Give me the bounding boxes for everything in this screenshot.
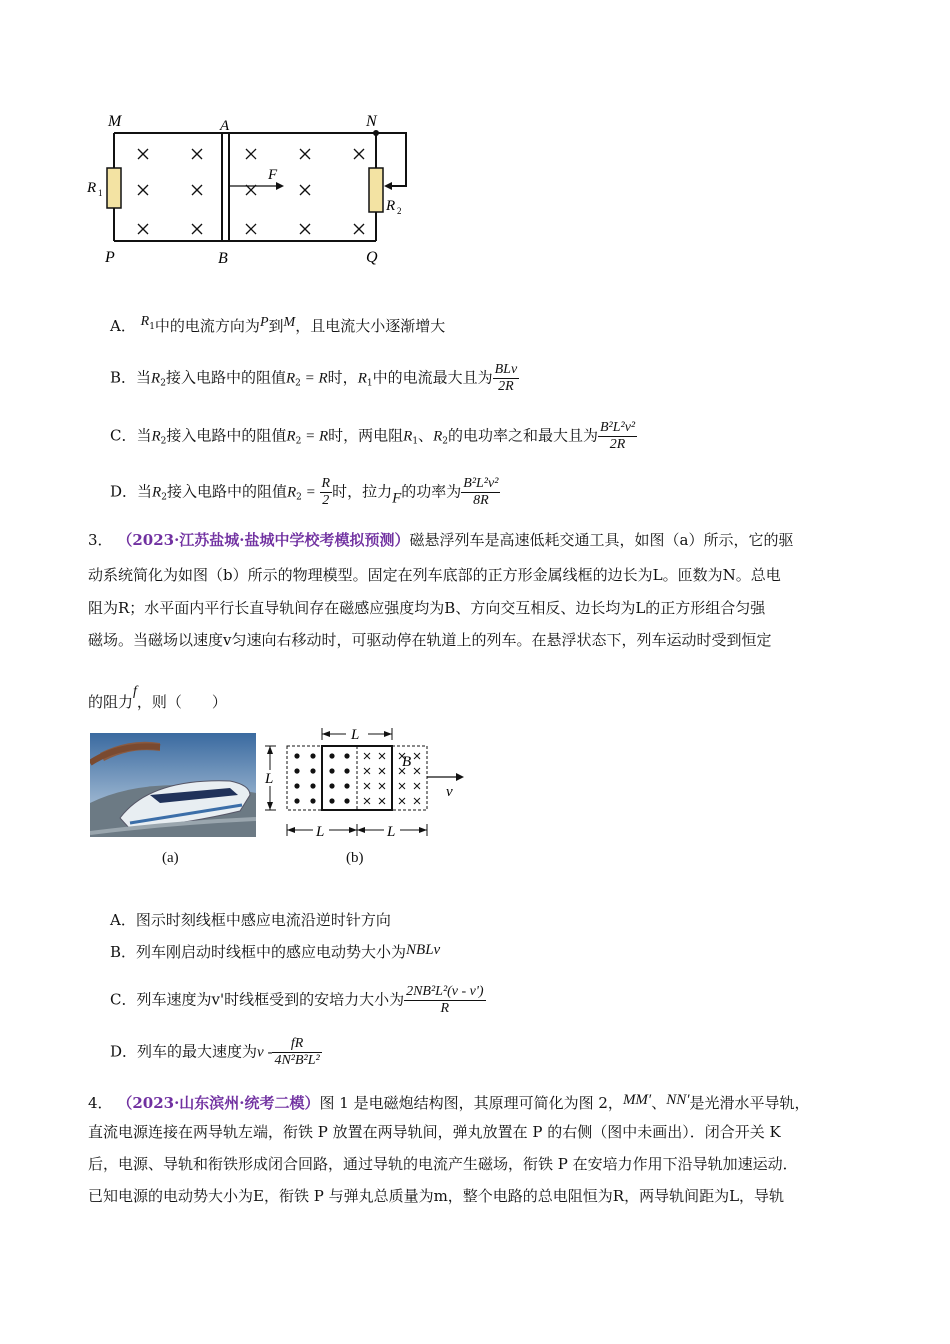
q4-line-1 (88, 1090, 868, 1113)
option-text: 当 (136, 368, 152, 387)
option-text: 当 (137, 482, 153, 501)
label-m: M (108, 113, 122, 130)
option-text: 时，两电阻 (328, 426, 404, 445)
option-d[interactable]: D．当$R_2$接入电路中的阻值$R_2$ = $\frac{R}{2}$ 时，拉力F的功率为 $\frac{\text{B²L²v²}}{8R}$ (110, 476, 499, 508)
option-letter: A． (110, 317, 136, 335)
q4-line-3: 后，电源、导轨和衔铁形成闭合回路，通过导轨的电流产生磁场，衔铁 P 在安培力作用下沿导轨加速运动． (88, 1155, 798, 1173)
q4-line-2: 直流电源连接在两导轨左端，衔铁 P 放置在两导轨间，弹丸放置在 P 的右侧（图中未画出）．闭合开关 K (88, 1123, 781, 1141)
math-expr: NBLv (406, 942, 441, 958)
label-r1: R (87, 180, 97, 196)
var-f: F (392, 490, 402, 507)
q3-option-d[interactable] (110, 1036, 322, 1069)
var-m: M (283, 315, 296, 330)
option-text: 时， (327, 368, 358, 387)
option-text: 接入电路中的阻值 (166, 426, 287, 445)
option-text: C．列车速度为v'时线框受到的安培力大小为 (110, 990, 405, 1009)
fraction: $\frac{R}{2}$ (321, 476, 331, 508)
label-f: F (268, 167, 278, 183)
label-b: B (218, 250, 228, 267)
question-source: （2023·江苏盐城·盐城中学校考模拟预测） (117, 531, 410, 549)
circuit-figure (80, 108, 440, 273)
option-text: 中的电流方向为 (154, 317, 260, 335)
maglev-train-image (90, 733, 256, 837)
label-l-top: L (351, 727, 360, 743)
fig-b-caption: (b) (346, 850, 364, 866)
option-text: 中的电流最大且为 (372, 368, 493, 387)
fraction: $\frac{\text{B²L²v²}}{8R}$ (463, 476, 499, 508)
q4-line-4: 已知电源的电动势大小为E，衔铁 P 与弹丸总质量为m，整个电路的总电阻恒为R，两导轨间距为L，导轨 (88, 1187, 785, 1205)
field-dot-mark (310, 768, 315, 773)
resistor-r1 (107, 168, 121, 208)
field-dot-mark (344, 798, 349, 803)
field-dot-mark (329, 768, 334, 773)
label-n: N (366, 113, 377, 130)
option-text: B．列车刚启动时线框中的感应电动势大小为 (110, 943, 407, 961)
option-a[interactable] (110, 312, 445, 337)
field-dot-mark (329, 783, 334, 788)
field-dot-mark (294, 798, 299, 803)
question-text: 是光滑水平导轨， (689, 1094, 810, 1112)
question-text: 图 1 是电磁炮结构图，其原理可简化为图 2， (319, 1094, 623, 1112)
option-b[interactable]: B．当$R_2$接入电路中的阻值$R_2 = R$时，$R_1$中的电流最大且为 $\frac{\text{BLv}}{2R}$ (110, 362, 518, 394)
separator: 、 (651, 1094, 667, 1112)
q3-option-a[interactable]: A．图示时刻线框中感应电流沿逆时针方向 (110, 911, 391, 929)
field-dot-mark (329, 798, 334, 803)
magnetic-field-figure (262, 722, 472, 847)
option-text: 的功率为 (401, 482, 462, 501)
q3-line-2: 动系统简化为如图（b）所示的物理模型。固定在列车底部的正方形金属线框的边长为L。匝数为N。总电 (88, 566, 781, 584)
label-q: Q (366, 249, 378, 266)
q3-line-3: 阻为R；水平面内平行长直导轨间存在磁感应强度均为B、方向交互相反、边长均为L的正方形组合匀强 (88, 599, 766, 617)
q3-option-c[interactable] (110, 984, 486, 1017)
label-l-bottom-1: L (316, 824, 325, 840)
option-text: ，且电流大小逐渐增大 (295, 317, 446, 335)
math-expr: MM′ (622, 1092, 652, 1108)
field-dot-mark (344, 768, 349, 773)
label-r2: R (386, 198, 396, 214)
label-a: A (220, 118, 230, 134)
option-text: 到 (268, 317, 284, 335)
question-text: 的阻力 (88, 693, 134, 711)
option-letter: B． (110, 368, 137, 387)
resistor-r2 (369, 168, 383, 212)
var-p: P (259, 315, 269, 330)
option-text: 时，拉力 (332, 482, 393, 501)
label-r2-sub: 2 (397, 206, 402, 216)
label-l-bottom-2: L (387, 824, 396, 840)
field-dot-mark (344, 783, 349, 788)
field-dot-mark (294, 783, 299, 788)
field-dot-mark (294, 753, 299, 758)
option-text: 、 (418, 426, 434, 445)
option-text: 接入电路中的阻值 (165, 368, 286, 387)
q3-line-1 (88, 530, 868, 550)
math-expr: NN′ (666, 1092, 690, 1108)
option-text: 的电功率之和最大且为 (447, 426, 598, 445)
var-f: f (133, 684, 137, 699)
option-letter: C． (110, 426, 137, 445)
math-expr: v - (257, 1044, 273, 1061)
sub: 1 (149, 322, 155, 332)
label-v: v (446, 784, 453, 800)
field-dot-mark (310, 783, 315, 788)
option-letter: D． (110, 482, 138, 501)
field-dot-mark (294, 768, 299, 773)
question-text: 磁悬浮列车是高速低耗交通工具，如图（a）所示，它的驱 (409, 531, 794, 549)
var-r: R (140, 314, 150, 329)
question-number: 3． (88, 531, 113, 549)
fraction: $\frac{\text{B²L²v²}}{2R}$ (599, 420, 636, 452)
field-dot-mark (310, 798, 315, 803)
fig-a-caption: (a) (162, 850, 179, 866)
fraction: $\frac{\text{2NB²L²(v - v')}}{R}$ (406, 984, 484, 1016)
field-dot-mark (344, 753, 349, 758)
field-dot-mark (310, 753, 315, 758)
option-text: 当 (136, 426, 152, 445)
field-dot-mark (329, 753, 334, 758)
label-l-left: L (265, 771, 274, 787)
q3-line-4: 磁场。当磁场以速度v匀速向右移动时，可驱动停在轨道上的列车。在悬浮状态下，列车运动时受到恒定 (88, 631, 772, 649)
question-number: 4． (88, 1094, 113, 1112)
label-r1-sub: 1 (98, 188, 103, 198)
q3-option-b[interactable] (110, 940, 440, 962)
fraction: $\frac{fR}{\text{4N²B²L²}}$ (274, 1036, 320, 1068)
label-b-field: B (402, 754, 412, 770)
option-c[interactable]: C．当$R_2$接入电路中的阻值$R_2 = R$时，两电阻$R_1$、$R_2$的电功率之和最大且为 $\frac{\text{B²L²v²}}{2R}$ (110, 420, 636, 452)
question-text: ，则（ ） (136, 693, 227, 711)
fraction: $\frac{\text{BLv}}{2R}$ (494, 362, 518, 394)
option-text: D．列车的最大速度为 (110, 1042, 258, 1061)
option-text: 接入电路中的阻值 (166, 482, 287, 501)
q3-line-5 (88, 682, 868, 712)
label-p: P (105, 249, 115, 266)
question-source: （2023·山东滨州·统考二模） (117, 1094, 320, 1112)
